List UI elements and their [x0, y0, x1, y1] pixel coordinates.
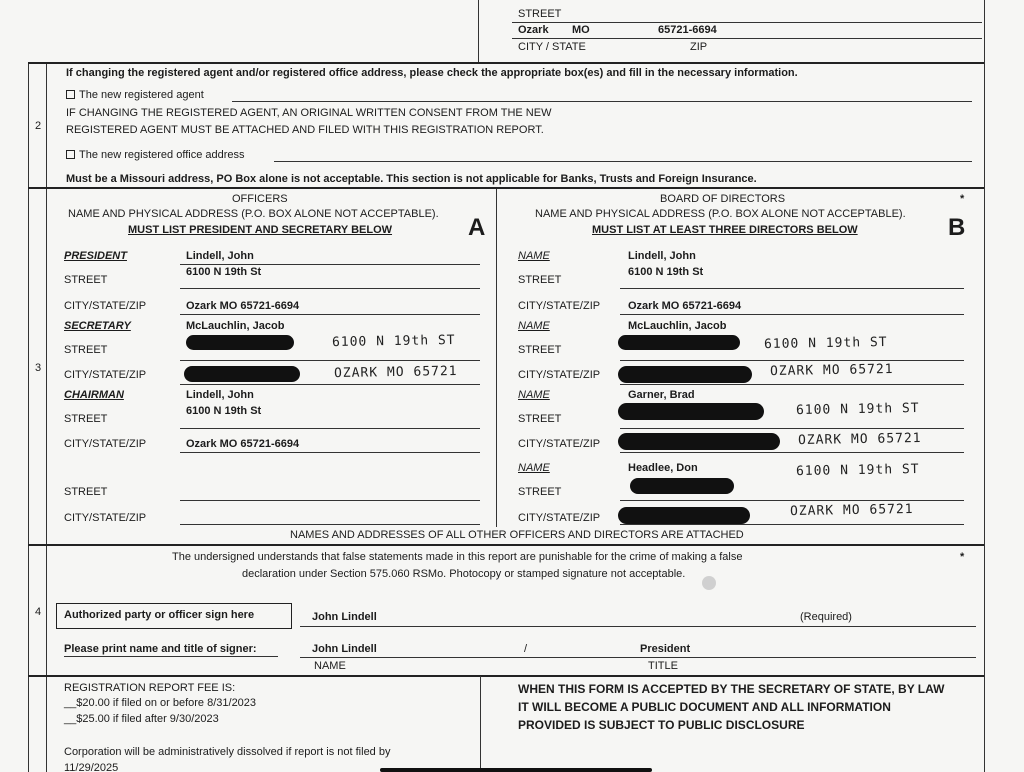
officers-directors-divider — [496, 189, 497, 527]
director1-city-label: CITY/STATE/ZIP — [518, 300, 601, 312]
director3-name-label: NAME — [518, 389, 550, 401]
top-state: MO — [572, 24, 590, 36]
section-number-column-border — [46, 62, 47, 772]
signature-value[interactable]: John Lindell — [312, 611, 377, 623]
home-indicator-bar — [380, 768, 652, 772]
director3-street-line — [620, 428, 964, 429]
section4-star: * — [960, 551, 965, 563]
print-name-line — [300, 657, 976, 658]
director3-street-redaction — [618, 403, 764, 420]
directors-heading: BOARD OF DIRECTORS — [660, 193, 786, 205]
top-zip-label: ZIP — [690, 41, 708, 53]
director2-city-label: CITY/STATE/ZIP — [518, 369, 601, 381]
fee-heading: REGISTRATION REPORT FEE IS: — [64, 682, 236, 694]
public-disclosure-line-3: PROVIDED IS SUBJECT TO PUBLIC DISCLOSURE — [518, 718, 805, 732]
section2-top-border — [28, 62, 984, 64]
new-office-checkbox[interactable] — [66, 150, 75, 159]
new-office-label: The new registered office address — [79, 149, 245, 161]
footer-divider — [480, 676, 481, 772]
director4-city-line — [620, 524, 964, 525]
director2-name-label: NAME — [518, 320, 550, 332]
form-right-border — [984, 0, 985, 772]
director3-city-line — [620, 452, 964, 453]
director4-street-handwritten: 6100 N 19th ST — [795, 461, 920, 480]
declaration-line-1: The undersigned understands that false statements made in this report are punishable for the crime of making a false — [172, 551, 743, 563]
president-city: Ozark MO 65721-6694 — [186, 300, 300, 312]
chairman-city-label: CITY/STATE/ZIP — [64, 438, 147, 450]
extra-officer-street-label: STREET — [64, 486, 108, 498]
secretary-street-redaction — [186, 335, 294, 350]
director1-street-line — [620, 288, 964, 289]
director2-city-handwritten: OZARK MO 65721 — [769, 361, 894, 380]
president-city-label: CITY/STATE/ZIP — [64, 300, 147, 312]
new-agent-label: The new registered agent — [79, 89, 204, 101]
extra-officer-city-line — [180, 524, 480, 525]
footer-top-border — [28, 675, 984, 677]
director2-city-redaction — [618, 366, 752, 383]
secretary-street-handwritten: 6100 N 19th ST — [331, 332, 456, 351]
director4-city-handwritten: OZARK MO 65721 — [789, 501, 914, 520]
chairman-city-line — [180, 452, 480, 453]
director4-street-label: STREET — [518, 486, 562, 498]
director1-name-label: NAME — [518, 250, 550, 262]
director2-street-redaction — [618, 335, 740, 350]
president-city-line — [180, 314, 480, 315]
director2-city-line — [620, 384, 964, 385]
top-street-label: STREET — [518, 8, 562, 20]
director1-street: 6100 N 19th St — [628, 266, 704, 278]
fee-early: __$20.00 if filed on or before 8/31/2023 — [64, 697, 257, 709]
director3-city-redaction — [618, 433, 780, 450]
director3-city-handwritten: OZARK MO 65721 — [797, 430, 922, 449]
chairman-label: CHAIRMAN — [64, 389, 124, 401]
dissolve-line-1: Corporation will be administratively dissolved if report is not filed by — [64, 746, 391, 758]
secretary-city-redaction — [184, 366, 300, 382]
chairman-city: Ozark MO 65721-6694 — [186, 438, 300, 450]
director2-street-handwritten: 6100 N 19th ST — [763, 334, 888, 353]
chairman-name: Lindell, John — [186, 389, 254, 401]
chairman-street-line — [180, 428, 480, 429]
secretary-label: SECRETARY — [64, 320, 131, 332]
public-disclosure-line-1: WHEN THIS FORM IS ACCEPTED BY THE SECRETARY OF STATE, BY LAW — [518, 682, 945, 696]
director3-street-handwritten: 6100 N 19th ST — [795, 400, 920, 419]
top-zip: 65721-6694 — [658, 24, 717, 36]
section2-instructions: If changing the registered agent and/or registered office address, please check the appropriate box(es) and fill in the necessary information. — [66, 67, 798, 79]
section4-top-border — [28, 544, 984, 546]
public-disclosure-line-2: IT WILL BECOME A PUBLIC DOCUMENT AND ALL INFORMATION — [518, 700, 891, 714]
director2-street-label: STREET — [518, 344, 562, 356]
form-left-border — [28, 62, 29, 772]
secretary-street-line — [180, 360, 480, 361]
director3-city-label: CITY/STATE/ZIP — [518, 438, 601, 450]
print-name-label: Please print name and title of signer: — [64, 643, 257, 655]
extra-officer-street-line — [180, 500, 480, 501]
cursor-dot — [702, 576, 716, 590]
name-title-separator: / — [524, 643, 528, 655]
director3-name: Garner, Brad — [628, 389, 695, 401]
extra-officer-city-label: CITY/STATE/ZIP — [64, 512, 147, 524]
consent-line-1: IF CHANGING THE REGISTERED AGENT, AN ORIGINAL WRITTEN CONSENT FROM THE NEW — [66, 107, 552, 119]
director4-street-line — [620, 500, 964, 501]
missouri-address-note: Must be a Missouri address, PO Box alone is not acceptable. This section is not applicable for Banks, Trusts and Foreign Insurance. — [66, 173, 757, 185]
secretary-city-handwritten: OZARK MO 65721 — [333, 363, 458, 382]
top-city-state-label: CITY / STATE — [518, 41, 586, 53]
officers-subheading: NAME AND PHYSICAL ADDRESS (P.O. BOX ALONE NOT ACCEPTABLE). — [68, 208, 439, 220]
section2-number: 2 — [35, 120, 42, 132]
dissolve-line-2: 11/29/2025 — [64, 762, 119, 772]
top-street-line — [512, 22, 982, 23]
chairman-street-label: STREET — [64, 413, 108, 425]
president-street-line — [180, 288, 480, 289]
directors-subheading: NAME AND PHYSICAL ADDRESS (P.O. BOX ALONE NOT ACCEPTABLE). — [535, 208, 906, 220]
director4-city-label: CITY/STATE/ZIP — [518, 512, 601, 524]
president-street-label: STREET — [64, 274, 108, 286]
director4-name-label: NAME — [518, 462, 550, 474]
director4-street-redaction — [630, 478, 734, 494]
new-agent-line — [232, 101, 972, 102]
section3-number: 3 — [35, 362, 42, 374]
secretary-name: McLauchlin, Jacob — [186, 320, 285, 332]
director4-city-redaction — [618, 507, 750, 524]
director1-city-line — [620, 314, 964, 315]
president-name-line — [180, 264, 480, 265]
consent-line-2: REGISTERED AGENT MUST BE ATTACHED AND FILED WITH THIS REGISTRATION REPORT. — [66, 124, 544, 136]
director2-name: McLauchlin, Jacob — [628, 320, 727, 332]
new-agent-checkbox[interactable] — [66, 90, 75, 99]
secretary-street-label: STREET — [64, 344, 108, 356]
title-caption: TITLE — [648, 660, 678, 672]
new-office-checkbox-row[interactable] — [66, 149, 245, 161]
print-name-label-underline — [64, 656, 278, 657]
director4-name: Headlee, Don — [628, 462, 698, 474]
officers-heading: OFFICERS — [232, 193, 288, 205]
directors-must-list: MUST LIST AT LEAST THREE DIRECTORS BELOW — [592, 224, 858, 236]
signature-line — [300, 626, 976, 627]
new-office-line — [274, 161, 972, 162]
president-street: 6100 N 19th St — [186, 266, 262, 278]
director1-city: Ozark MO 65721-6694 — [628, 300, 742, 312]
name-caption: NAME — [314, 660, 346, 672]
director2-street-line — [620, 360, 964, 361]
new-agent-checkbox-row[interactable] — [66, 89, 204, 101]
director1-street-label: STREET — [518, 274, 562, 286]
fee-late: __$25.00 if filed after 9/30/2023 — [64, 713, 219, 725]
director3-street-label: STREET — [518, 413, 562, 425]
top-city-line — [512, 38, 982, 39]
officers-must-list: MUST LIST PRESIDENT AND SECRETARY BELOW — [128, 224, 393, 236]
top-city: Ozark — [518, 24, 549, 36]
top-block-left-border — [478, 0, 479, 62]
officers-letter-a: A — [468, 214, 486, 241]
director1-name: Lindell, John — [628, 250, 696, 262]
declaration-line-2: declaration under Section 575.060 RSMo. Photocopy or stamped signature not acceptable. — [242, 568, 686, 580]
sign-here-label: Authorized party or officer sign here — [64, 609, 255, 621]
directors-letter-b: B — [948, 214, 966, 241]
secretary-city-label: CITY/STATE/ZIP — [64, 369, 147, 381]
section3-top-border — [28, 187, 984, 189]
section4-number: 4 — [35, 606, 42, 618]
president-name: Lindell, John — [186, 250, 254, 262]
printed-title[interactable]: President — [640, 643, 691, 655]
secretary-city-line — [180, 384, 480, 385]
attached-note: NAMES AND ADDRESSES OF ALL OTHER OFFICERS AND DIRECTORS ARE ATTACHED — [290, 529, 744, 541]
chairman-street: 6100 N 19th St — [186, 405, 262, 417]
directors-star: * — [960, 193, 965, 205]
required-note: (Required) — [800, 611, 852, 623]
president-label: PRESIDENT — [64, 250, 127, 262]
printed-name[interactable]: John Lindell — [312, 643, 377, 655]
